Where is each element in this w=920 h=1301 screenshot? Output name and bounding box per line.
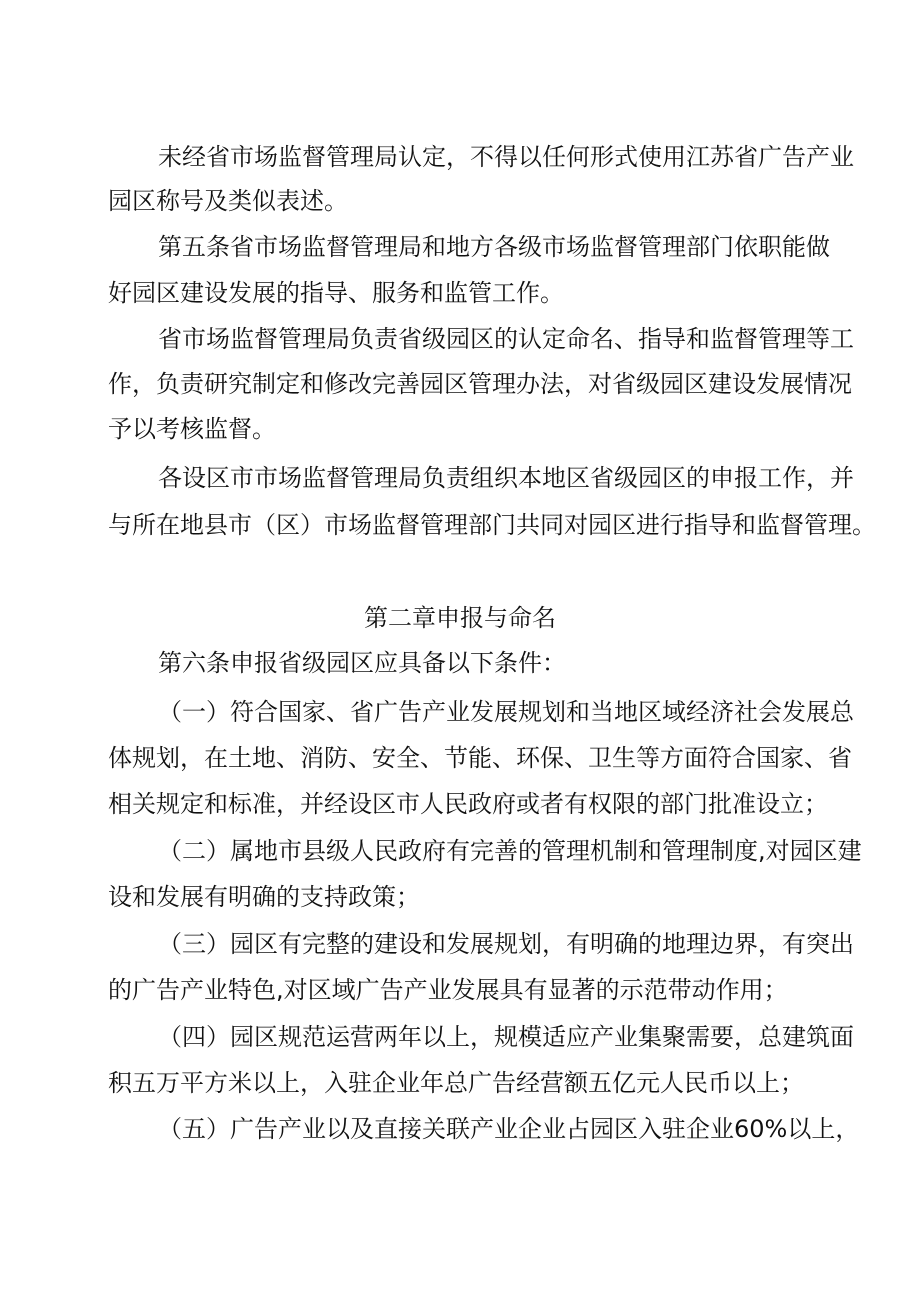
paragraph-line: 积五万平方米以上，入驻企业年总广告经营额五亿元人民币以上； bbox=[108, 1069, 804, 1097]
paragraph-line: 相关规定和标准，并经设区市人民政府或者有权限的部门批准设立； bbox=[108, 790, 828, 818]
paragraph-line: （四）园区规范运营两年以上，规模适应产业集聚需要，总建筑面 bbox=[158, 1023, 854, 1051]
paragraph-line: （一）符合国家、省广告产业发展规划和当地区域经济社会发展总 bbox=[158, 698, 854, 726]
chapter-heading: 第二章申报与命名 bbox=[364, 604, 556, 632]
paragraph-line: 与所在地县市（区）市场监督管理部门共同对园区进行指导和监督管理。 bbox=[108, 511, 876, 539]
paragraph-line: （三）园区有完整的建设和发展规划，有明确的地理边界，有突出 bbox=[158, 930, 854, 958]
paragraph-line: 设和发展有明确的支持政策； bbox=[108, 883, 420, 911]
paragraph-line: 作，负责研究制定和修改完善园区管理办法，对省级园区建设发展情况 bbox=[108, 370, 852, 398]
paragraph-line: 各设区市市场监督管理局负责组织本地区省级园区的申报工作，并 bbox=[158, 464, 854, 492]
paragraph-line: 的广告产业特色,对区域广告产业发展具有显著的示范带动作用； bbox=[108, 976, 788, 1004]
paragraph-line: 好园区建设发展的指导、服务和监管工作。 bbox=[108, 279, 564, 307]
paragraph-line: 体规划，在土地、消防、安全、节能、环保、卫生等方面符合国家、省 bbox=[108, 744, 852, 772]
paragraph-line: （二）属地市县级人民政府有完善的管理机制和管理制度,对园区建 bbox=[158, 837, 862, 865]
paragraph-line: 第五条省市场监督管理局和地方各级市场监督管理部门依职能做 bbox=[158, 233, 830, 261]
paragraph-line: 园区称号及类似表述。 bbox=[108, 187, 348, 215]
paragraph-line: 第六条申报省级园区应具备以下条件： bbox=[158, 649, 566, 677]
paragraph-line: 予以考核监督。 bbox=[108, 415, 276, 443]
paragraph-line: 未经省市场监督管理局认定，不得以任何形式使用江苏省广告产业 bbox=[158, 143, 854, 171]
paragraph-line: （五）广告产业以及直接关联产业企业占园区入驻企业60%以上， bbox=[158, 1115, 860, 1143]
paragraph-line: 省市场监督管理局负责省级园区的认定命名、指导和监督管理等工 bbox=[158, 325, 854, 353]
